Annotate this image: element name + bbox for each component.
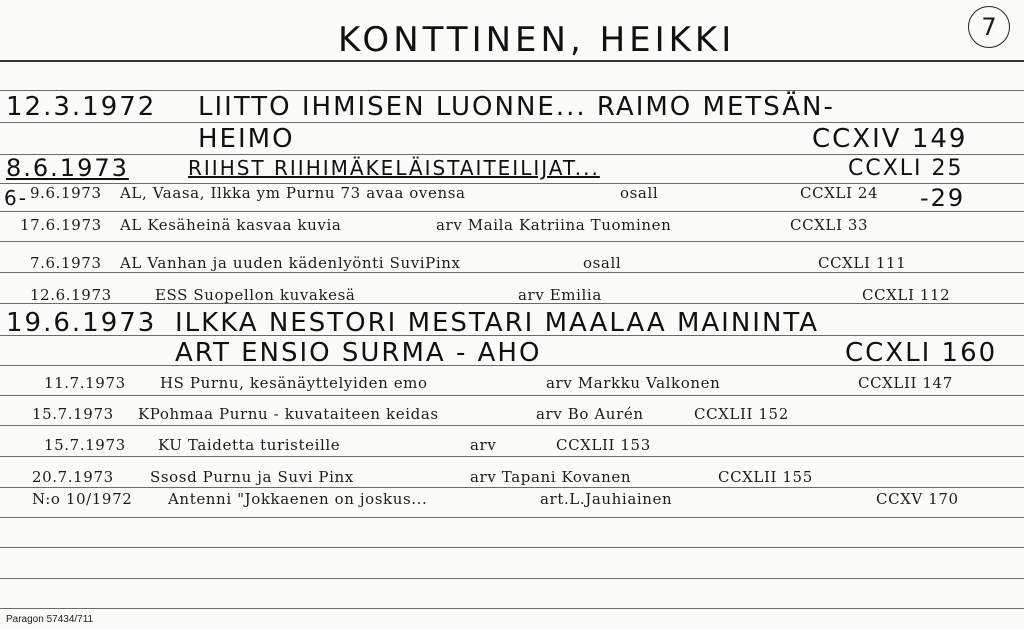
card-name: KONTTINEN, HEIKKI [338, 20, 736, 60]
printer-mark: Paragon 57434/711 [6, 614, 94, 625]
entry-note: arv Maila Katriina Tuominen [436, 216, 672, 234]
entry-note: art.L.Jauhiainen [540, 490, 673, 508]
entry-date: 17.6.1973 [20, 216, 102, 234]
entry-text: Antenni "Jokkaenen on joskus... [168, 490, 428, 508]
entry-ref: CCXLII 153 [556, 436, 651, 454]
entry-prefix: 6- [4, 186, 28, 210]
card-rule [0, 90, 1024, 91]
entry-date: 12.6.1973 [30, 286, 112, 304]
entry-date: 15.7.1973 [32, 405, 114, 423]
entry-date: 9.6.1973 [30, 184, 102, 202]
card-rule [0, 517, 1024, 518]
card-rule [0, 154, 1024, 155]
entry-text: RIIHST RIIHIMÄKELÄISTAITEILIJAT... [188, 156, 600, 180]
entry-text: ESS Suopellon kuvakesä [155, 286, 356, 304]
entry-date: 7.6.1973 [30, 254, 102, 272]
entry-text: Ssosd Purnu ja Suvi Pinx [150, 468, 354, 486]
entry-ref: CCXLI 33 [790, 216, 869, 234]
card-number-badge: 7 [968, 6, 1010, 48]
entry-ref: CCXV 170 [876, 490, 959, 508]
entry-text: HS Purnu, kesänäyttelyiden emo [160, 374, 428, 392]
entry-ref: CCXLI 160 [845, 338, 998, 368]
entry-date: 19.6.1973 [6, 308, 157, 338]
entry-date: 15.7.1973 [44, 436, 126, 454]
entry-note: osall [620, 184, 659, 202]
entry-date: 11.7.1973 [44, 374, 126, 392]
card-rule [0, 395, 1024, 396]
entry-ref-suffix: -29 [920, 184, 966, 212]
entry-date: 20.7.1973 [32, 468, 114, 486]
card-rule [0, 241, 1024, 242]
card-rule [0, 608, 1024, 609]
entry-note: arv Tapani Kovanen [470, 468, 632, 486]
entry-text: HEIMO [198, 124, 295, 154]
entry-ref: CCXLII 147 [858, 374, 953, 392]
entry-ref: CCXLI 24 [800, 184, 879, 202]
card-rule [0, 272, 1024, 273]
entry-ref: CCXLII 152 [694, 405, 789, 423]
header-rule [0, 60, 1024, 62]
card-rule [0, 578, 1024, 579]
entry-ref: CCXLI 111 [818, 254, 907, 272]
card-rule [0, 211, 1024, 212]
entry-text: LIITTO IHMISEN LUONNE... RAIMO METSÄN- [198, 92, 835, 122]
entry-text: ILKKA NESTORI MESTARI MAALAA MAININTA [175, 308, 820, 338]
entry-text: KU Taidetta turisteille [158, 436, 341, 454]
entry-text: AL, Vaasa, Ilkka ym Purnu 73 avaa ovensa [120, 184, 466, 202]
card-rule [0, 547, 1024, 548]
entry-date: 12.3.1972 [6, 92, 157, 122]
entry-ref: CCXLI 25 [848, 156, 964, 181]
entry-note: arv Bo Aurén [536, 405, 644, 423]
entry-note: osall [583, 254, 622, 272]
entry-ref: CCXLI 112 [862, 286, 951, 304]
entry-date: N:o 10/1972 [32, 490, 133, 508]
entry-text: AL Vanhan ja uuden kädenlyönti SuviPinx [120, 254, 461, 272]
entry-ref: CCXIV 149 [812, 124, 968, 154]
card-rule [0, 425, 1024, 426]
entry-text: AL Kesäheinä kasvaa kuvia [120, 216, 342, 234]
entry-text: KPohmaa Purnu - kuvataiteen keidas [138, 405, 439, 423]
card-rule [0, 456, 1024, 457]
entry-note: arv [470, 436, 497, 454]
entry-ref: CCXLII 155 [718, 468, 813, 486]
entry-note: arv Emilia [518, 286, 602, 304]
card-rule [0, 122, 1024, 123]
entry-date: 8.6.1973 [6, 154, 129, 182]
card-rule [0, 487, 1024, 488]
entry-text: ART ENSIO SURMA - AHO [175, 338, 542, 368]
entry-note: arv Markku Valkonen [546, 374, 721, 392]
